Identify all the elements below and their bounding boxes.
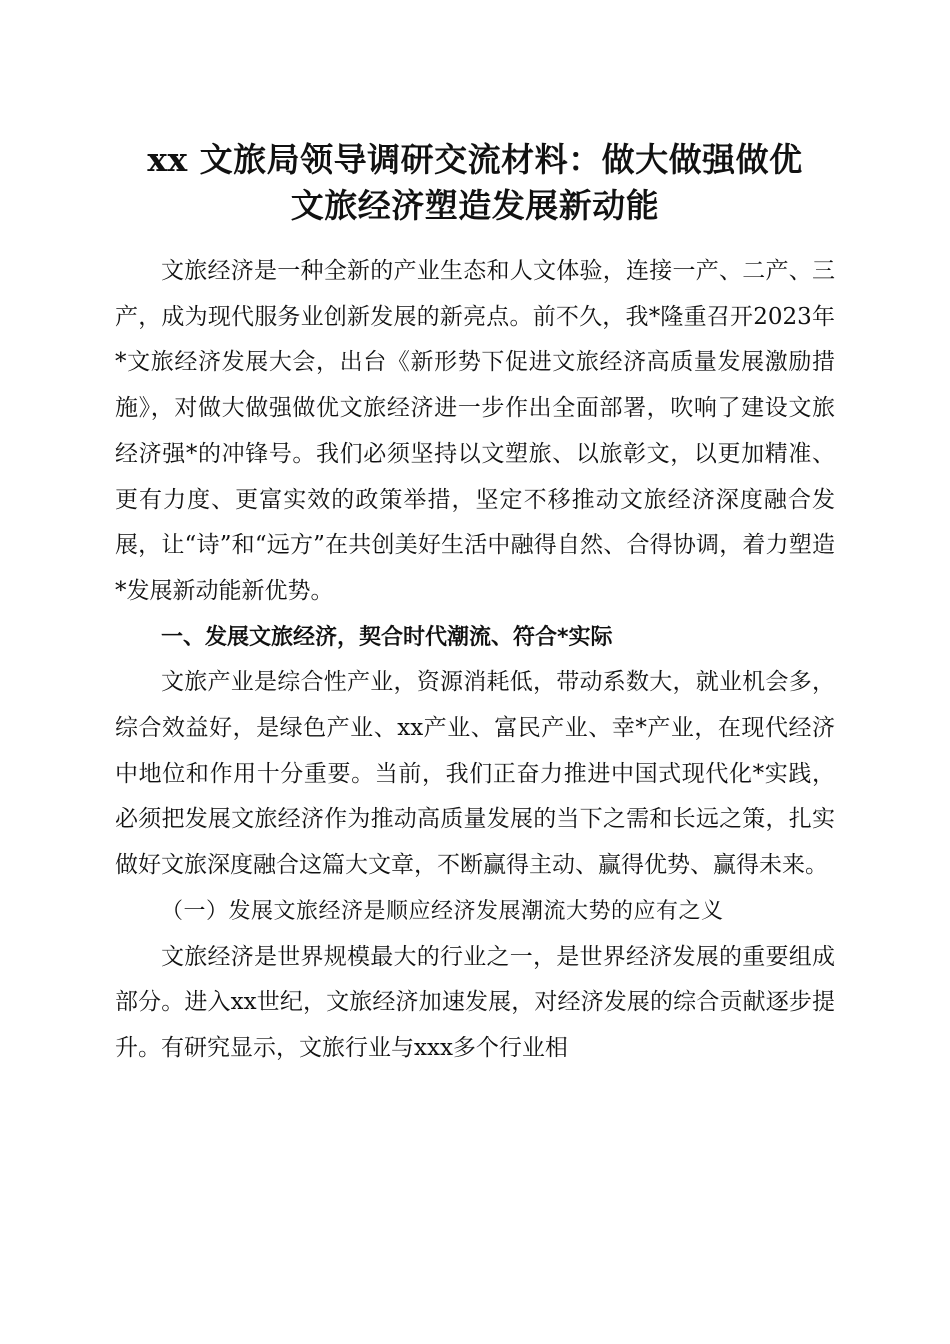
- section-heading-1: 一、发展文旅经济，契合时代潮流、符合*实际: [161, 624, 613, 650]
- document-title-line-2: 文旅经济塑造发展新动能: [290, 186, 660, 225]
- paragraph-section-1: 文旅产业是综合性产业，资源消耗低，带动系数大，就业机会多，综合效益好，是绿色产业、xx产业、富民产业、幸*产业，在现代经济中地位和作用十分重要。当前，我们正奋力推进中国式现代化*实践，必须把发展文旅经济作为推动高质量发展的当下之需和长远之策，扎实做好文旅深度融合这篇大文章，不断赢得主动、赢得优势、赢得未来。: [115, 669, 835, 879]
- document-body: [115, 249, 835, 1072]
- paragraph-subsection-1: 文旅经济是世界规模最大的行业之一，是世界经济发展的重要组成部分。进入xx世纪，文旅经济加速发展，对经济发展的综合贡献逐步提升。有研究显示，文旅行业与xxx多个行业相: [115, 943, 835, 1061]
- subsection-heading-1: （一）发展文旅经济是顺应经济发展潮流大势的应有之义: [161, 898, 724, 924]
- paragraph-intro: 文旅经济是一种全新的产业生态和人文体验，连接一产、二产、三产，成为现代服务业创新发展的新亮点。前不久，我*隆重召开2023年*文旅经济发展大会，出台《新形势下促进文旅经济高质量发展激励措施》，对做大做强做优文旅经济进一步作出全面部署，吹响了建设文旅经济强*的冲锋号。我们必须坚持以文塑旅、以旅彰文，以更加精准、更有力度、更富实效的政策举措，坚定不移推动文旅经济深度融合发展，让“诗”和“远方”在共创美好生活中融得自然、合得协调，着力塑造*发展新动能新优势。: [115, 258, 835, 604]
- document-title-line-1: xx 文旅局领导调研交流材料：做大做强做优: [147, 140, 803, 179]
